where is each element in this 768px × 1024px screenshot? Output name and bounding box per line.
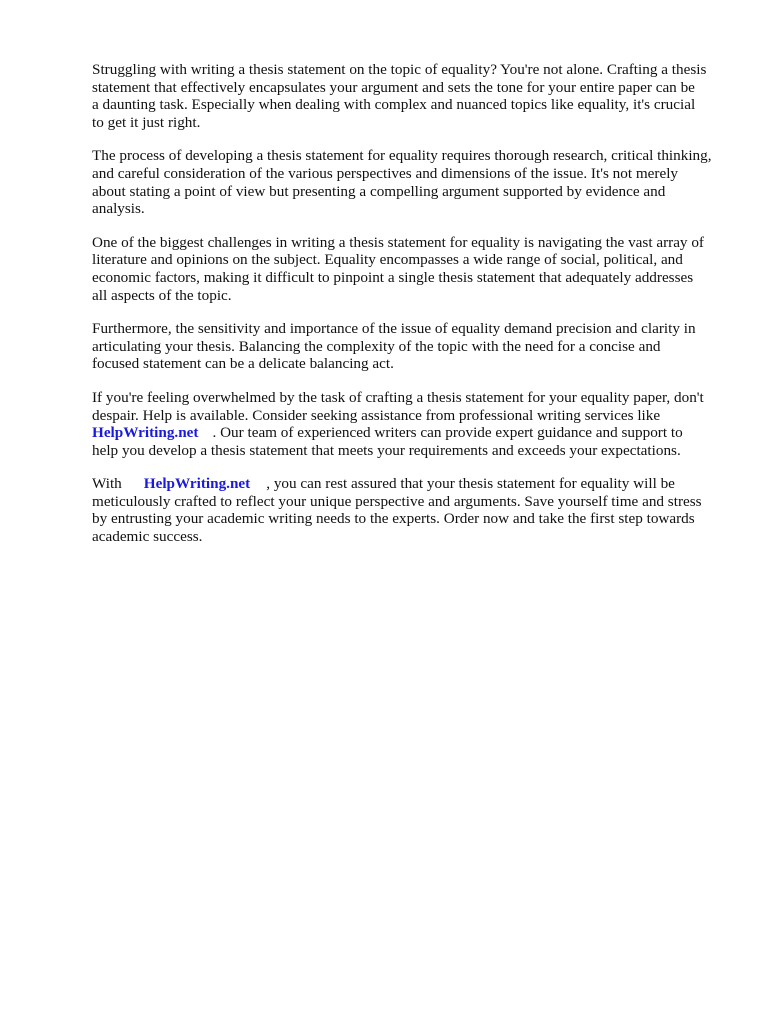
text-line: statement that effectively encapsulates your argument and sets the tone for your entire paper can be — [92, 78, 695, 96]
text-line: One of the biggest challenges in writing a thesis statement for equality is navigating the vast array of — [92, 233, 704, 251]
text-line: literature and opinions on the subject. Equality encompasses a wide range of social, political, and — [92, 251, 683, 269]
text-line: by entrusting your academic writing needs to the experts. Order now and take the first step towards — [92, 510, 695, 528]
text-fragment: , you can rest assured that your thesis statement for equality will be — [266, 475, 675, 493]
text-line: to get it just right. — [92, 113, 201, 131]
text-line: all aspects of the topic. — [92, 286, 232, 304]
text-line: If you're feeling overwhelmed by the task of crafting a thesis statement for your equality paper, don't — [92, 388, 704, 406]
text-fragment: With — [92, 475, 122, 493]
text-line: despair. Help is available. Consider seeking assistance from professional writing services like — [92, 406, 661, 424]
text-line: economic factors, making it difficult to pinpoint a single thesis statement that adequately addresses — [92, 268, 694, 286]
helpwriting-link[interactable]: HelpWriting.net — [143, 475, 251, 493]
text-line: a daunting task. Especially when dealing with complex and nuanced topics like equality, it's crucial — [92, 96, 696, 114]
text-line: meticulously crafted to reflect your unique perspective and arguments. Save yourself time and stress — [92, 492, 702, 510]
text-line: about stating a point of view but presenting a compelling argument supported by evidence and — [92, 182, 666, 200]
text-line-with-link — [92, 475, 728, 493]
text-line-with-link — [92, 424, 728, 442]
helpwriting-link[interactable]: HelpWriting.net — [92, 424, 199, 442]
paragraph-process — [92, 147, 728, 217]
text-line: help you develop a thesis statement that meets your requirements and exceeds your expectations. — [92, 441, 681, 459]
paragraph-intro — [92, 61, 728, 131]
text-fragment: . Our team of experienced writers can provide expert guidance and support to — [212, 424, 683, 442]
text-line: focused statement can be a delicate balancing act. — [92, 355, 394, 373]
text-line: analysis. — [92, 200, 145, 218]
paragraph-sensitivity — [92, 320, 728, 373]
text-line: Struggling with writing a thesis statement on the topic of equality? You're not alone. Crafting a thesis — [92, 61, 707, 78]
text-line: academic success. — [92, 528, 203, 546]
text-line: The process of developing a thesis statement for equality requires thorough research, critical thinking, — [92, 147, 712, 165]
paragraph-closing — [92, 475, 728, 545]
text-line: Furthermore, the sensitivity and importance of the issue of equality demand precision and clarity in — [92, 320, 696, 338]
document-page — [92, 61, 728, 562]
paragraph-challenges — [92, 234, 728, 304]
paragraph-help — [92, 389, 728, 459]
text-line: and careful consideration of the various perspectives and dimensions of the issue. It's not merely — [92, 164, 679, 182]
text-line: articulating your thesis. Balancing the complexity of the topic with the need for a concise and — [92, 337, 661, 355]
